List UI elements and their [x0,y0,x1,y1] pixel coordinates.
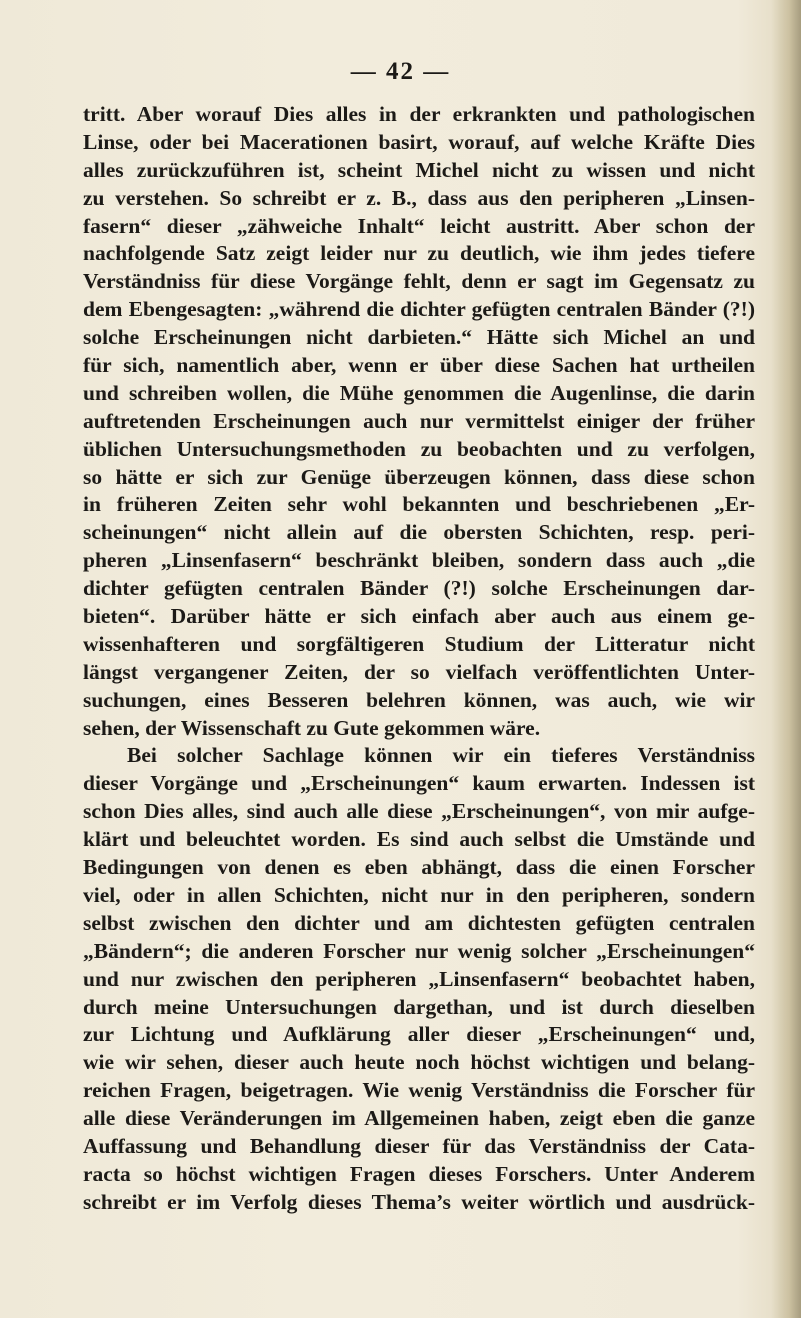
text-line: durch meine Untersuchungen dargethan, und ist durch dieselben [83,994,755,1019]
text-line: schon Dies alles, sind auch alle diese „Erscheinungen“, von mir aufge- [83,799,755,824]
text-line: wie wir sehen, dieser auch heute noch höchst wichtigen und belang- [83,1050,755,1075]
text-line: dem Ebengesagten: „während die dichter gefügten centralen Bänder (?!) [83,297,755,322]
text-line: Linse, oder bei Macerationen basirt, worauf, auf welche Kräfte Dies [83,129,755,154]
text-line: Bei solcher Sachlage können wir ein tieferes Verständniss [127,743,755,768]
body-text [83,101,755,1217]
page-edge-shadow [771,0,801,1318]
text-line: alles zurückzuführen ist, scheint Michel nicht zu wissen und nicht [83,157,755,182]
text-line: „Bändern“; die anderen Forscher nur wenig solcher „Erscheinungen“ [83,938,755,963]
text-line: auftretenden Erscheinungen auch nur vermittelst einiger der früher [83,408,755,433]
text-line: so hätte er sich zur Genüge überzeugen können, dass diese schon [83,464,755,489]
text-line: tritt. Aber worauf Dies alles in der erkrankten und pathologischen [83,102,755,126]
text-line: scheinungen“ nicht allein auf die obersten Schichten, resp. peri- [83,520,755,545]
text-line: nachfolgende Satz zeigt leider nur zu deutlich, wie ihm jedes tiefere [83,241,755,266]
text-line: alle diese Veränderungen im Allgemeinen haben, zeigt eben die ganze [83,1106,755,1131]
text-line: und nur zwischen den peripheren „Linsenfasern“ beobachtet haben, [83,966,755,991]
text-line: in früheren Zeiten sehr wohl bekannten und beschriebenen „Er- [83,492,755,517]
text-line: zur Lichtung und Aufklärung aller dieser „Erscheinungen“ und, [83,1022,755,1047]
text-line: für sich, namentlich aber, wenn er über diese Sachen hat urtheilen [83,353,755,378]
text-line: solche Erscheinungen nicht darbieten.“ Hätte sich Michel an und [83,325,755,350]
text-line: wissenhafteren und sorgfältigeren Studium der Litteratur nicht [83,631,755,656]
page-number: — 42 — [350,58,451,85]
text-line: bieten“. Darüber hätte er sich einfach aber auch aus einem ge- [83,604,755,629]
text-line: reichen Fragen, beigetragen. Wie wenig Verständniss die Forscher für [83,1078,755,1103]
text-line: Verständniss für diese Vorgänge fehlt, denn er sagt im Gegensatz zu [83,269,755,294]
text-line: sehen, der Wissenschaft zu Gute gekommen wäre. [83,715,541,740]
text-line: längst vergangener Zeiten, der so vielfach veröffentlichten Unter- [83,659,755,684]
text-line: pheren „Linsenfasern“ beschränkt bleiben, sondern dass auch „die [83,548,755,573]
text-line: schreibt er im Verfolg dieses Thema’s weiter wörtlich und ausdrück- [83,1189,755,1214]
text-line: fasern“ dieser „zähweiche Inhalt“ leicht austritt. Aber schon der [83,213,755,238]
text-line: klärt und beleuchtet worden. Es sind auch selbst die Umstände und [83,827,755,852]
text-line: zu verstehen. So schreibt er z. B., dass aus den peripheren „Linsen- [83,185,755,210]
text-line: dieser Vorgänge und „Erscheinungen“ kaum erwarten. Indessen ist [83,771,755,796]
text-line: und schreiben wollen, die Mühe genommen die Augenlinse, die darin [83,380,755,405]
text-line: dichter gefügten centralen Bänder (?!) solche Erscheinungen dar- [83,576,755,601]
text-line: suchungen, eines Besseren belehren können, was auch, wie wir [83,687,755,712]
text-line: racta so höchst wichtigen Fragen dieses Forschers. Unter Anderem [83,1161,755,1186]
text-line: Bedingungen von denen es eben abhängt, dass die einen Forscher [83,855,755,880]
text-line: viel, oder in allen Schichten, nicht nur in den peripheren, sondern [83,882,755,907]
text-line: üblichen Untersuchungsmethoden zu beobachten und zu verfolgen, [83,436,755,461]
text-line: selbst zwischen den dichter und am dichtesten gefügten centralen [83,910,755,935]
text-line: Auffassung und Behandlung dieser für das Verständniss der Cata- [83,1133,755,1158]
